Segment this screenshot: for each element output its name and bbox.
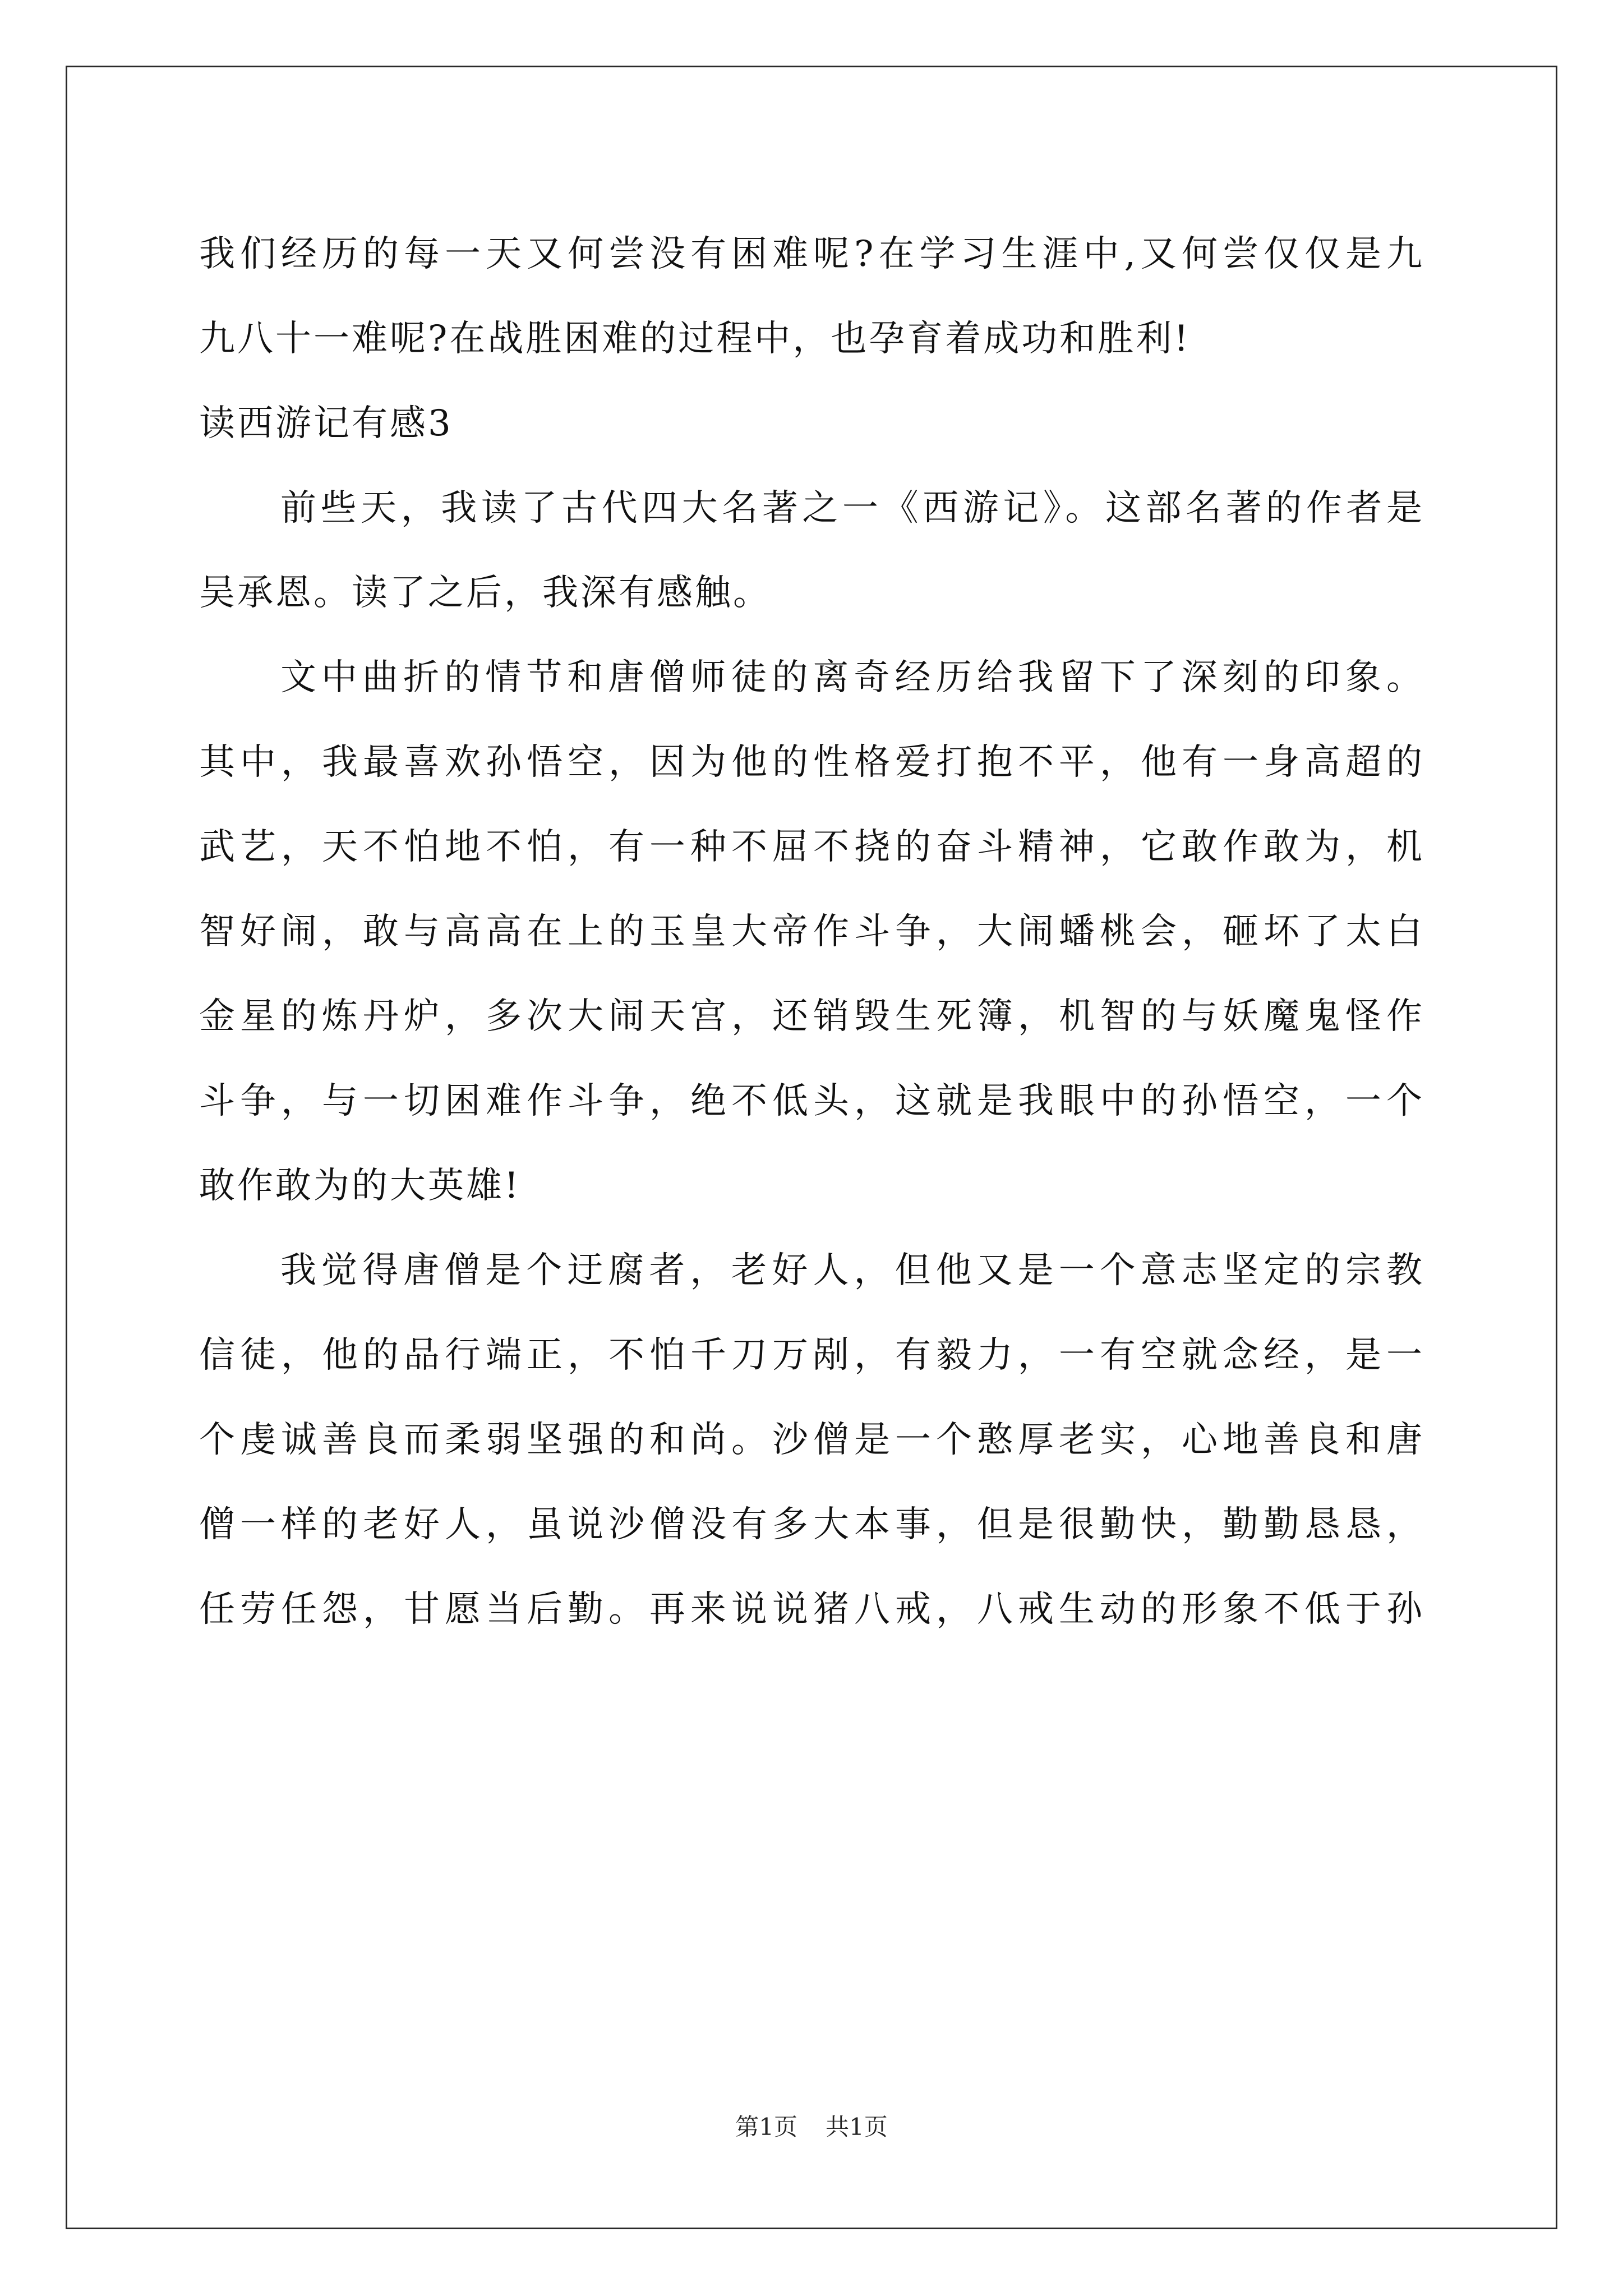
text-line: 任劳任怨，甘愿当后勤。再来说说猪八戒，八戒生动的形象不低于孙 <box>199 1589 1424 1630</box>
text-line: 前些天，我读了古代四大名著之一《西游记》。这部名著的作者是 <box>280 487 1424 529</box>
text-line: 智好闹，敢与高高在上的玉皇大帝作斗争，大闹蟠桃会，砸坏了太白 <box>199 911 1424 953</box>
page-number: 第1页 <box>735 2113 797 2141</box>
text-line: 敢作敢为的大英雄! <box>199 1165 521 1207</box>
text-line: 个虔诚善良而柔弱坚强的和尚。沙僧是一个憨厚老实，心地善良和唐 <box>199 1419 1424 1461</box>
text-line: 金星的炼丹炉，多次大闹天宫，还销毁生死簿，机智的与妖魔鬼怪作 <box>199 996 1424 1037</box>
section-heading: 读西游记有感3 <box>199 403 453 444</box>
text-line: 僧一样的老好人，虽说沙僧没有多大本事，但是很勤快，勤勤恳恳， <box>199 1504 1424 1545</box>
page-footer <box>0 2110 1623 2144</box>
text-line: 我觉得唐僧是个迂腐者，老好人，但他又是一个意志坚定的宗教 <box>280 1250 1424 1291</box>
text-line: 九八十一难呢?在战胜困难的过程中，也孕育着成功和胜利! <box>199 318 1191 360</box>
text-line: 文中曲折的情节和唐僧师徒的离奇经历给我留下了深刻的印象。 <box>280 657 1424 698</box>
text-line: 我们经历的每一天又何尝没有困难呢?在学习生涯中,又何尝仅仅是九 <box>199 233 1424 275</box>
page-count: 共1页 <box>826 2113 888 2141</box>
text-line: 斗争，与一切困难作斗争，绝不低头，这就是我眼中的孙悟空，一个 <box>199 1080 1424 1122</box>
text-line: 其中，我最喜欢孙悟空，因为他的性格爱打抱不平，他有一身高超的 <box>199 742 1424 783</box>
text-line: 吴承恩。读了之后，我深有感触。 <box>199 572 771 614</box>
text-line: 武艺，天不怕地不怕，有一种不屈不挠的奋斗精神，它敢作敢为，机 <box>199 826 1424 868</box>
document-body <box>199 212 1424 1652</box>
text-line: 信徒，他的品行端正，不怕千刀万剐，有毅力，一有空就念经，是一 <box>199 1335 1424 1376</box>
